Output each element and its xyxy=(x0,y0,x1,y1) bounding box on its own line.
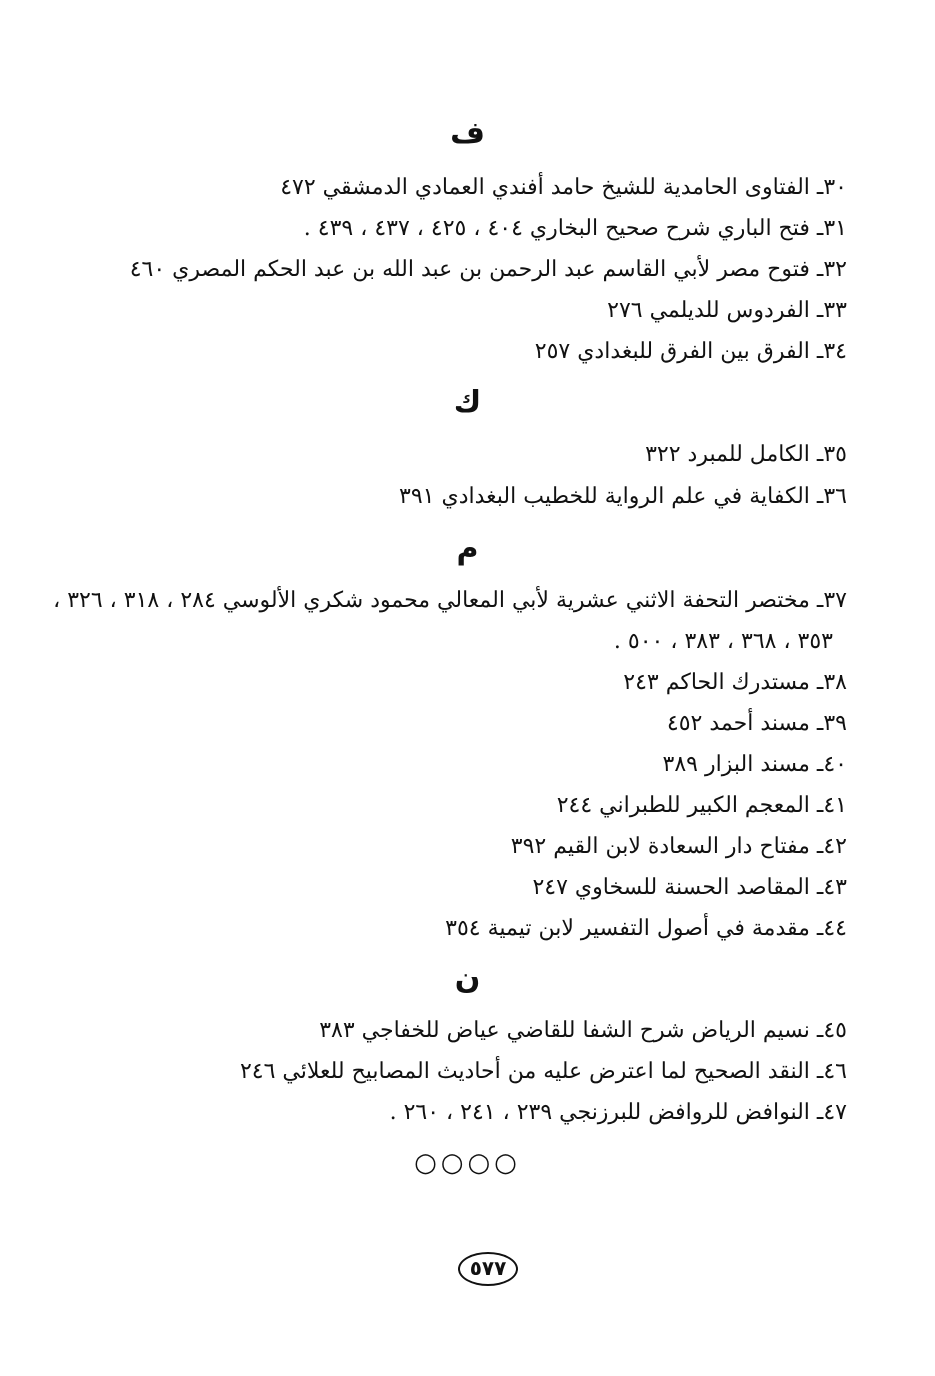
index-entry-31: ٣١ـ فتح الباري شرح صحيح البخاري ٤٠٤ ، ٤٢٥ ، ٤٣٧ ، ٤٣٩ . xyxy=(303,216,847,241)
index-entry-40: ٤٠ـ مسند البزار ٣٨٩ xyxy=(662,752,847,777)
index-entry-34: ٣٤ـ الفرق بين الفرق للبغدادي ٢٥٧ xyxy=(534,339,847,364)
index-entry-43: ٤٣ـ المقاصد الحسنة للسخاوي ٢٤٧ xyxy=(532,875,847,900)
index-entry-42: ٤٢ـ مفتاح دار السعادة لابن القيم ٣٩٢ xyxy=(510,834,847,859)
index-entry-47: ٤٧ـ النوافض للروافض للبرزنجي ٢٣٩ ، ٢٤١ ، ٢٦٠ . xyxy=(389,1100,847,1125)
index-entry-35: ٣٥ـ الكامل للمبرد ٣٢٢ xyxy=(645,442,847,467)
index-entry-45: ٤٥ـ نسيم الرياض شرح الشفا للقاضي عياض للخفاجي ٣٨٣ xyxy=(319,1018,847,1043)
index-entry-33: ٣٣ـ الفردوس للديلمي ٢٧٦ xyxy=(607,298,847,323)
index-entry-39: ٣٩ـ مسند أحمد ٤٥٢ xyxy=(666,711,847,736)
index-entry-37: ٣٧ـ مختصر التحفة الاثني عشرية لأبي المعالي محمود شكري الألوسي ٢٨٤ ، ٣١٨ ، ٣٢٦ ، xyxy=(53,588,847,613)
index-entry-32: ٣٢ـ فتوح مصر لأبي القاسم عبد الرحمن بن عبد الله بن عبد الحكم المصري ٤٦٠ xyxy=(129,257,847,282)
index-entry-36: ٣٦ـ الكفاية في علم الرواية للخطيب البغدادي ٣٩١ xyxy=(399,484,847,509)
section-end-ornament: ○○○○ xyxy=(414,1148,521,1178)
index-entry-37-continuation: ٣٥٣ ، ٣٦٨ ، ٣٨٣ ، ٥٠٠ . xyxy=(613,629,833,654)
page-number-badge: ٥٧٧ xyxy=(458,1252,518,1286)
section-letter-nun: ن xyxy=(454,961,481,996)
section-letter-kaf: ك xyxy=(453,385,482,420)
index-entry-46: ٤٦ـ النقد الصحيح لما اعترض عليه من أحاديث المصابيح للعلائي ٢٤٦ xyxy=(239,1059,847,1084)
section-letter-mim: م xyxy=(456,531,479,566)
index-entry-41: ٤١ـ المعجم الكبير للطبراني ٢٤٤ xyxy=(556,793,847,818)
index-entry-38: ٣٨ـ مستدرك الحاكم ٢٤٣ xyxy=(623,670,847,695)
index-entry-30: ٣٠ـ الفتاوى الحامدية للشيخ حامد أفندي العمادي الدمشقي ٤٧٢ xyxy=(280,175,847,200)
section-letter-fa: ف xyxy=(450,116,485,151)
index-entry-44: ٤٤ـ مقدمة في أصول التفسير لابن تيمية ٣٥٤ xyxy=(445,916,847,941)
